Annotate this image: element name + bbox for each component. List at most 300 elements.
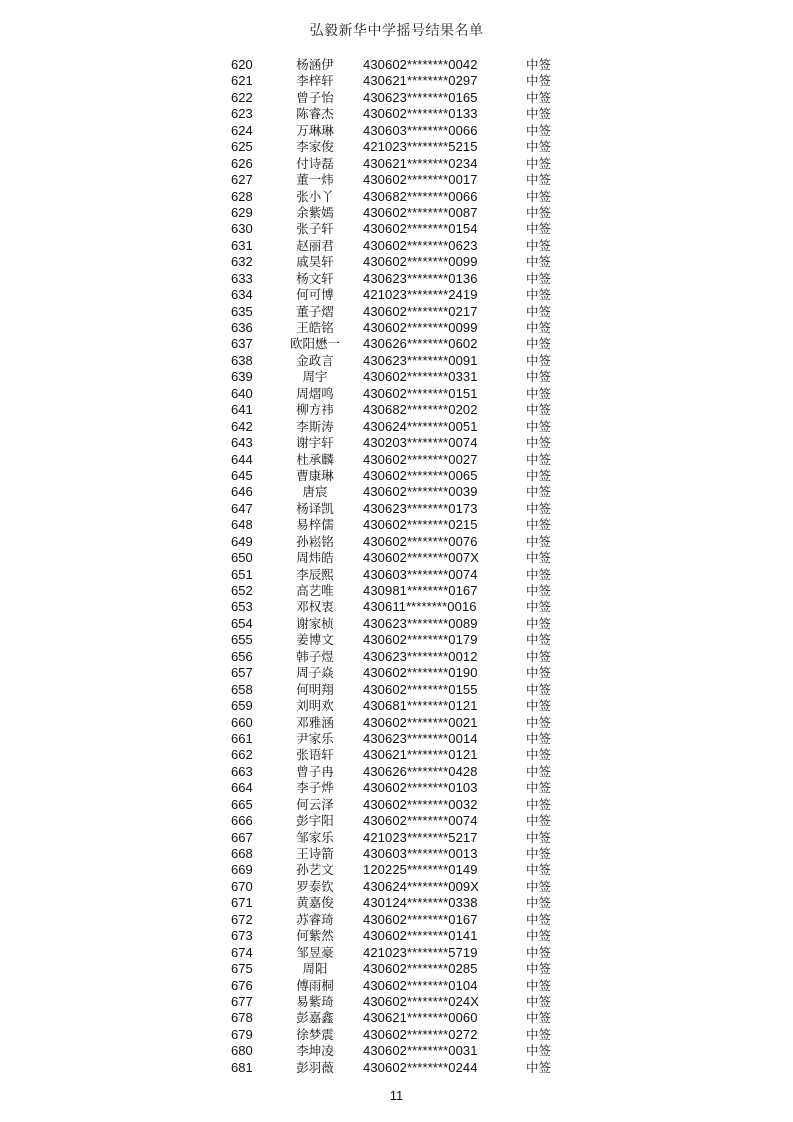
list-row	[0, 287, 793, 303]
lottery-result: 中签	[526, 813, 552, 829]
list-row	[0, 978, 793, 994]
row-number: 661	[231, 730, 253, 746]
row-number: 636	[231, 320, 253, 335]
row-number: 634	[231, 287, 253, 303]
lottery-result: 中签	[526, 1010, 552, 1026]
student-id: 430603********0074	[363, 566, 478, 582]
student-id: 430602********0099	[363, 320, 478, 335]
lottery-result: 中签	[526, 517, 552, 533]
student-name: 李子烨	[296, 780, 334, 796]
list-row	[0, 189, 793, 205]
student-name: 陈睿杰	[296, 106, 334, 122]
row-number: 621	[231, 73, 253, 89]
student-id: 430602********0272	[363, 1026, 478, 1042]
student-id: 430602********0021	[363, 714, 478, 730]
page-number: 11	[389, 1088, 404, 1103]
list-row	[0, 550, 793, 566]
lottery-result: 中签	[526, 237, 552, 253]
student-id: 430602********0155	[363, 681, 478, 697]
row-number: 633	[231, 270, 253, 286]
row-number: 678	[231, 1010, 253, 1026]
list-row	[0, 928, 793, 944]
list-row	[0, 106, 793, 122]
lottery-result: 中签	[526, 993, 552, 1009]
student-id: 430602********0032	[363, 796, 478, 812]
list-row	[0, 73, 793, 89]
student-id: 430603********0066	[363, 122, 478, 138]
lottery-result: 中签	[526, 747, 552, 763]
list-row	[0, 846, 793, 862]
row-number: 664	[231, 780, 253, 796]
student-id: 430602********0190	[363, 665, 478, 681]
list-row	[0, 238, 793, 254]
student-id: 430602********0027	[363, 451, 478, 467]
row-number: 644	[231, 451, 253, 467]
list-row	[0, 501, 793, 517]
student-name: 彭羽薇	[296, 1059, 334, 1075]
row-number: 632	[231, 254, 253, 270]
list-row	[0, 1060, 793, 1076]
student-id: 430623********0165	[363, 89, 478, 105]
row-number: 637	[231, 336, 253, 352]
row-number: 681	[231, 1059, 253, 1075]
list-row	[0, 484, 793, 500]
lottery-result: 中签	[526, 944, 552, 960]
student-name: 唐宸	[302, 484, 328, 500]
lottery-result: 中签	[526, 188, 552, 204]
row-number: 641	[231, 402, 253, 418]
lottery-result: 中签	[526, 303, 552, 319]
lottery-result: 中签	[526, 550, 552, 566]
student-id: 430602********0074	[363, 813, 478, 829]
lottery-result: 中签	[526, 484, 552, 500]
list-row	[0, 369, 793, 385]
student-id: 430602********0151	[363, 385, 478, 401]
row-number: 676	[231, 977, 253, 993]
row-number: 680	[231, 1043, 253, 1059]
row-number: 631	[231, 237, 253, 253]
lottery-result: 中签	[526, 796, 552, 812]
lottery-result: 中签	[526, 763, 552, 779]
list-row	[0, 468, 793, 484]
student-id: 421023********5719	[363, 944, 478, 960]
student-name: 柳方祎	[296, 402, 334, 418]
student-name: 杜承麟	[296, 451, 334, 467]
student-id: 430981********0167	[363, 583, 478, 598]
student-id: 430602********0215	[363, 517, 478, 533]
student-name: 周子焱	[296, 665, 334, 681]
list-row	[0, 912, 793, 928]
list-row	[0, 616, 793, 632]
student-name: 姜博文	[296, 632, 334, 648]
row-number: 622	[231, 89, 253, 105]
list-row	[0, 205, 793, 221]
student-id: 120225********0149	[363, 862, 478, 878]
row-number: 667	[231, 829, 253, 845]
list-row	[0, 945, 793, 961]
lottery-result: 中签	[526, 780, 552, 796]
list-row	[0, 320, 793, 336]
student-name: 李家俊	[296, 139, 334, 155]
row-number: 659	[231, 698, 253, 714]
student-id: 430602********024X	[363, 993, 480, 1009]
row-number: 645	[231, 467, 253, 483]
student-id: 430602********0104	[363, 977, 478, 993]
lottery-result: 中签	[526, 928, 552, 944]
list-row	[0, 419, 793, 435]
lottery-result: 中签	[526, 57, 552, 72]
row-number: 649	[231, 533, 253, 549]
list-row	[0, 567, 793, 583]
student-id: 430602********0244	[363, 1059, 478, 1075]
student-name: 董一炜	[296, 172, 334, 188]
list-row	[0, 402, 793, 418]
student-name: 周炜皓	[296, 550, 334, 566]
student-name: 戚昊轩	[296, 254, 334, 270]
list-row	[0, 797, 793, 813]
lottery-result: 中签	[526, 155, 552, 171]
row-number: 647	[231, 500, 253, 516]
row-number: 662	[231, 747, 253, 763]
list-row	[0, 961, 793, 977]
student-id: 430623********0014	[363, 730, 478, 746]
lottery-result: 中签	[526, 583, 552, 598]
lottery-result: 中签	[526, 336, 552, 352]
lottery-result: 中签	[526, 402, 552, 418]
row-number: 674	[231, 944, 253, 960]
lottery-result: 中签	[526, 977, 552, 993]
lottery-result: 中签	[526, 533, 552, 549]
list-row	[0, 1027, 793, 1043]
student-name: 罗泰钦	[296, 878, 334, 894]
student-id: 430602********0623	[363, 237, 478, 253]
lottery-result: 中签	[526, 665, 552, 681]
row-number: 640	[231, 385, 253, 401]
student-id: 430602********007X	[363, 550, 480, 566]
list-row	[0, 172, 793, 188]
student-id: 421023********5215	[363, 139, 478, 155]
student-id: 430602********0042	[363, 57, 478, 72]
student-id: 430611********0016	[363, 599, 477, 615]
list-row	[0, 649, 793, 665]
lottery-result: 中签	[526, 730, 552, 746]
student-name: 杨译凯	[296, 500, 334, 516]
student-id: 421023********2419	[363, 287, 478, 303]
student-id: 421023********5217	[363, 829, 478, 845]
student-name: 董子熠	[296, 303, 334, 319]
student-id: 430621********0297	[363, 73, 478, 89]
student-id: 430624********009X	[363, 878, 480, 894]
student-id: 430623********0012	[363, 648, 478, 664]
row-number: 638	[231, 352, 253, 368]
student-name: 欧阳懋一	[289, 336, 340, 352]
lottery-result: 中签	[526, 681, 552, 697]
row-number: 671	[231, 895, 253, 911]
row-number: 679	[231, 1026, 253, 1042]
student-name: 周熠鸣	[296, 385, 334, 401]
list-row	[0, 123, 793, 139]
list-row	[0, 221, 793, 237]
student-name: 杨文轩	[296, 270, 334, 286]
list-row	[0, 139, 793, 155]
student-id: 430624********0051	[363, 418, 478, 434]
row-number: 656	[231, 648, 253, 664]
lottery-result: 中签	[526, 961, 552, 977]
list-row	[0, 254, 793, 270]
student-name: 韩子煜	[296, 648, 334, 664]
student-name: 何云泽	[296, 796, 334, 812]
lottery-result: 中签	[526, 846, 552, 861]
student-name: 李斯涛	[296, 418, 334, 434]
list-row	[0, 879, 793, 895]
student-id: 430602********0076	[363, 533, 478, 549]
lottery-result: 中签	[526, 911, 552, 927]
student-name: 易紫琦	[296, 993, 334, 1009]
list-row	[0, 156, 793, 172]
student-id: 430602********0179	[363, 632, 478, 648]
lottery-result: 中签	[526, 829, 552, 845]
lottery-result: 中签	[526, 566, 552, 582]
student-name: 高艺唯	[296, 583, 334, 598]
lottery-result: 中签	[526, 418, 552, 434]
list-row	[0, 1010, 793, 1026]
list-row	[0, 698, 793, 714]
student-name: 彭宇阳	[296, 813, 334, 829]
student-id: 430681********0121	[363, 698, 478, 714]
student-id: 430203********0074	[363, 435, 478, 451]
list-row	[0, 452, 793, 468]
student-name: 余紫嫣	[296, 204, 334, 220]
row-number: 630	[231, 221, 253, 237]
list-row	[0, 764, 793, 780]
student-id: 430621********0234	[363, 155, 478, 171]
student-name: 傅雨桐	[296, 977, 334, 993]
student-name: 何可博	[296, 287, 334, 303]
lottery-result: 中签	[526, 221, 552, 237]
student-name: 邹昱豪	[296, 944, 334, 960]
list-row	[0, 583, 793, 599]
row-number: 651	[231, 566, 253, 582]
student-id: 430602********0141	[363, 928, 478, 944]
lottery-result: 中签	[526, 862, 552, 878]
student-name: 谢宇轩	[296, 435, 334, 451]
lottery-result: 中签	[526, 599, 552, 615]
student-name: 苏睿琦	[296, 911, 334, 927]
student-id: 430602********0103	[363, 780, 478, 796]
student-name: 张语轩	[296, 747, 334, 763]
student-id: 430603********0013	[363, 846, 478, 861]
row-number: 666	[231, 813, 253, 829]
list-row	[0, 731, 793, 747]
row-number: 663	[231, 763, 253, 779]
student-id: 430682********0066	[363, 188, 478, 204]
student-id: 430602********0099	[363, 254, 478, 270]
row-number: 655	[231, 632, 253, 648]
list-row	[0, 386, 793, 402]
list-row	[0, 665, 793, 681]
lottery-result: 中签	[526, 467, 552, 483]
row-number: 648	[231, 517, 253, 533]
list-row	[0, 90, 793, 106]
row-number: 625	[231, 139, 253, 155]
document-title: 弘毅新华中学摇号结果名单	[309, 23, 484, 39]
student-id: 430602********0217	[363, 303, 478, 319]
lottery-result: 中签	[526, 1043, 552, 1059]
row-number: 660	[231, 714, 253, 730]
student-id: 430602********0167	[363, 911, 478, 927]
list-row	[0, 599, 793, 615]
student-name: 邹家乐	[296, 829, 334, 845]
list-row	[0, 1043, 793, 1059]
student-id: 430621********0121	[363, 747, 478, 763]
student-id: 430602********0017	[363, 172, 478, 188]
student-name: 张小丫	[296, 188, 334, 204]
student-id: 430602********0039	[363, 484, 478, 500]
student-name: 刘明欢	[296, 698, 334, 714]
student-name: 孙崧铭	[296, 533, 334, 549]
row-number: 642	[231, 418, 253, 434]
list-row	[0, 682, 793, 698]
row-number: 643	[231, 435, 253, 451]
lottery-result: 中签	[526, 139, 552, 155]
student-id: 430602********0154	[363, 221, 478, 237]
lottery-result: 中签	[526, 632, 552, 648]
student-name: 孙艺文	[296, 862, 334, 878]
student-name: 王皓铭	[296, 320, 334, 335]
row-number: 624	[231, 122, 253, 138]
row-number: 669	[231, 862, 253, 878]
lottery-result: 中签	[526, 1059, 552, 1075]
student-name: 周阳	[302, 961, 328, 977]
lottery-result: 中签	[526, 895, 552, 911]
list-row	[0, 435, 793, 451]
row-number: 677	[231, 993, 253, 1009]
row-number: 670	[231, 878, 253, 894]
lottery-result: 中签	[526, 1026, 552, 1042]
student-name: 易梓儒	[296, 517, 334, 533]
list-row	[0, 862, 793, 878]
row-number: 646	[231, 484, 253, 500]
row-number: 665	[231, 796, 253, 812]
student-name: 徐梦震	[296, 1026, 334, 1042]
student-name: 付诗磊	[296, 155, 334, 171]
row-number: 668	[231, 846, 253, 861]
student-id: 430124********0338	[363, 895, 478, 911]
lottery-result: 中签	[526, 451, 552, 467]
student-id: 430623********0091	[363, 352, 478, 368]
student-id: 430602********0087	[363, 204, 478, 220]
row-number: 653	[231, 599, 253, 615]
list-row	[0, 304, 793, 320]
list-row	[0, 517, 793, 533]
student-name: 周宇	[302, 369, 328, 385]
student-id: 430621********0060	[363, 1010, 478, 1026]
student-name: 邓雅涵	[296, 714, 334, 730]
lottery-result: 中签	[526, 648, 552, 664]
lottery-result: 中签	[526, 320, 552, 335]
student-id: 430602********0331	[363, 369, 478, 385]
lottery-result: 中签	[526, 122, 552, 138]
student-id: 430602********0133	[363, 106, 478, 122]
list-row	[0, 632, 793, 648]
row-number: 623	[231, 106, 253, 122]
student-name: 王诗箭	[296, 846, 334, 861]
student-name: 曹康琳	[296, 467, 334, 483]
row-number: 628	[231, 188, 253, 204]
student-name: 黄嘉俊	[296, 895, 334, 911]
student-id: 430682********0202	[363, 402, 478, 418]
lottery-result: 中签	[526, 287, 552, 303]
lottery-result: 中签	[526, 385, 552, 401]
row-number: 675	[231, 961, 253, 977]
student-id: 430602********0065	[363, 467, 478, 483]
student-name: 赵丽君	[296, 237, 334, 253]
row-number: 627	[231, 172, 253, 188]
list-row	[0, 747, 793, 763]
row-number: 650	[231, 550, 253, 566]
list-row	[0, 780, 793, 796]
row-number: 673	[231, 928, 253, 944]
row-number: 658	[231, 681, 253, 697]
lottery-result: 中签	[526, 369, 552, 385]
lottery-result: 中签	[526, 106, 552, 122]
list-row	[0, 534, 793, 550]
row-number: 629	[231, 204, 253, 220]
lottery-result: 中签	[526, 878, 552, 894]
student-name: 李坤凌	[296, 1043, 334, 1059]
lottery-result: 中签	[526, 714, 552, 730]
lottery-result: 中签	[526, 204, 552, 220]
list-row	[0, 715, 793, 731]
student-name: 金政言	[296, 352, 334, 368]
student-name: 曾子怡	[296, 89, 334, 105]
student-id: 430623********0136	[363, 270, 478, 286]
student-id: 430626********0602	[363, 336, 478, 352]
student-name: 彭嘉鑫	[296, 1010, 334, 1026]
lottery-result: 中签	[526, 89, 552, 105]
student-id: 430626********0428	[363, 763, 478, 779]
student-id: 430623********0173	[363, 500, 478, 516]
list-row	[0, 353, 793, 369]
row-number: 657	[231, 665, 253, 681]
row-number: 639	[231, 369, 253, 385]
student-name: 何紫然	[296, 928, 334, 944]
student-name: 谢家桢	[296, 615, 334, 631]
student-name: 尹家乐	[296, 730, 334, 746]
student-name: 李辰熙	[296, 566, 334, 582]
list-row	[0, 336, 793, 352]
lottery-result: 中签	[526, 435, 552, 451]
row-number: 652	[231, 583, 253, 598]
student-name: 万琳琳	[296, 122, 334, 138]
lottery-result: 中签	[526, 500, 552, 516]
list-row	[0, 813, 793, 829]
lottery-result: 中签	[526, 352, 552, 368]
lottery-result: 中签	[526, 270, 552, 286]
student-name: 曾子冉	[296, 763, 334, 779]
row-number: 635	[231, 303, 253, 319]
row-number: 620	[231, 57, 253, 72]
row-number: 626	[231, 155, 253, 171]
student-name: 何明翔	[296, 681, 334, 697]
list-row	[0, 895, 793, 911]
lottery-result: 中签	[526, 698, 552, 714]
student-id: 430602********0031	[363, 1043, 478, 1059]
row-number: 672	[231, 911, 253, 927]
row-number: 654	[231, 615, 253, 631]
student-name: 李梓轩	[296, 73, 334, 89]
lottery-result: 中签	[526, 73, 552, 89]
